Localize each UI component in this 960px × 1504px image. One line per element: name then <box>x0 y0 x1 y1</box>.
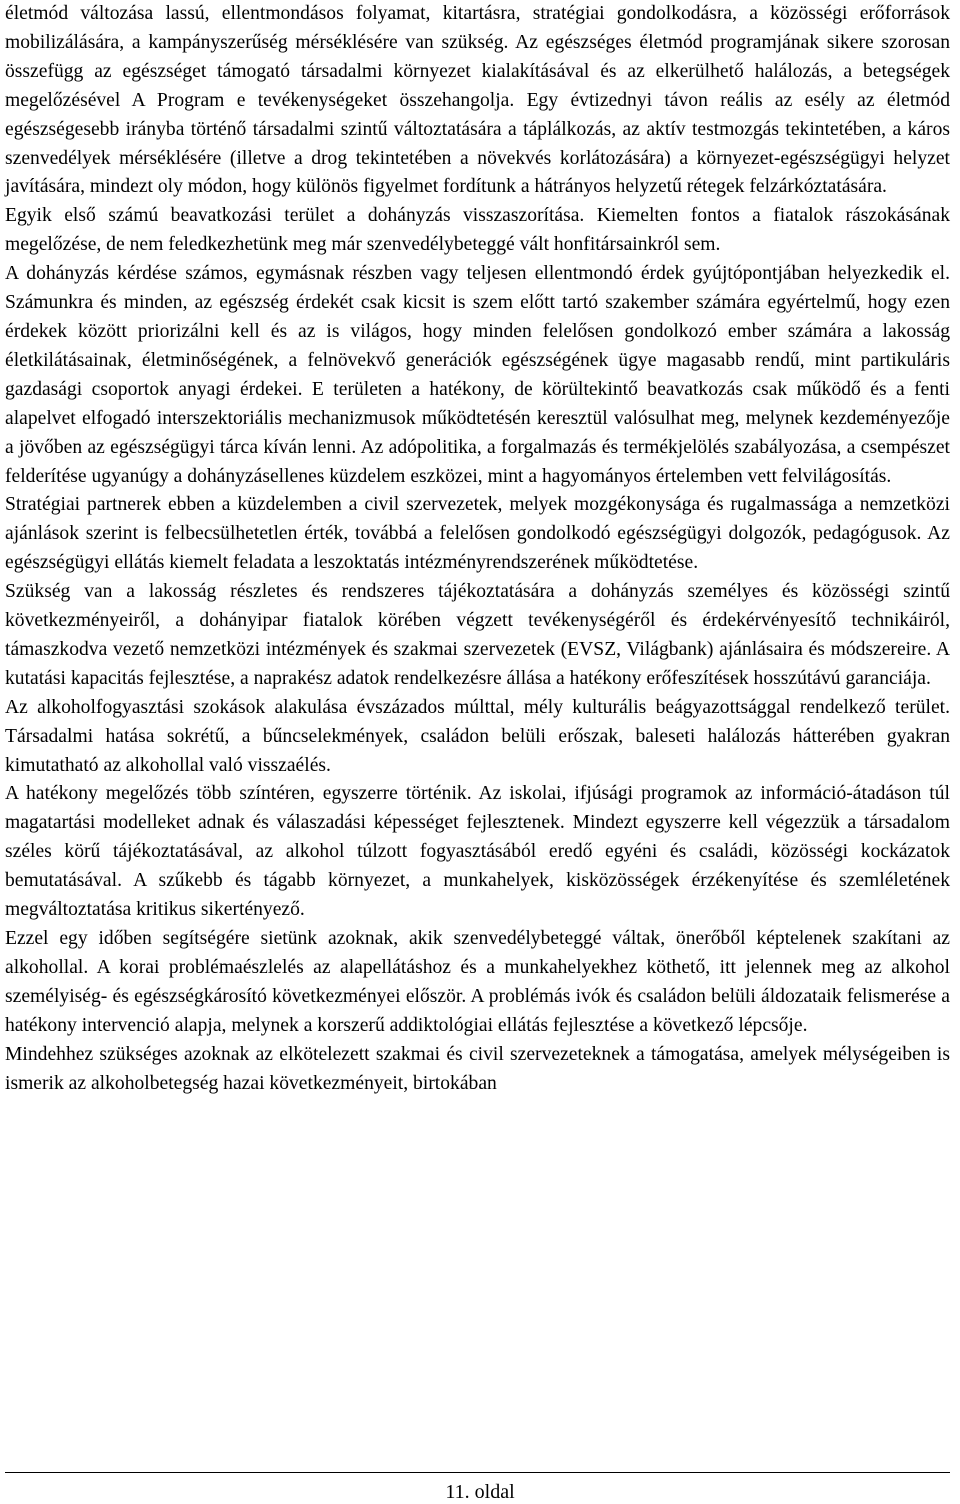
paragraph-support-organizations: Mindehhez szükséges azoknak az elkötelezett szakmai és civil szervezeteknek a támogatása, amelyek mélységeiben is ismerik az alkoholbetegség hazai következményeit, birtokában <box>5 1043 950 1094</box>
paragraph-prevention: A hatékony megelőzés több színtéren, egyszerre történik. Az iskolai, ifjúsági programok az információ-átadáson túl magatartási modelleket adnak és válaszadási képességet fejlesztenek. Mindezt egyszerre kell végezzük a társadalom széles körű tájékoztatásával, az alkohol túlzott fogyasztásából eredő egyéni és családi, közösségi kockázatok bemutatásával. A szűkebb és tágabb környezet, a munkahelyek, kisközösségek érzékenyítése és szemléletének megváltoztatása kritikus sikertényező. <box>5 783 950 921</box>
paragraph-public-information: Szükség van a lakosság részletes és rendszeres tájékoztatására a dohányzás személyes és közösségi szintű következményeiről, a dohányipar fiatalok körében végzett tevékenységéről és érdekérvényesítő technikáiról, támaszkodva vezető nemzetközi intézmények és szakmai szervezetek (EVSZ, Világbank) ajánlásaira és módszereire. A kutatási kapacitás fejlesztése, a naprakész adatok rendelkezésre állása a hatékony erőfeszítések hosszútávú garanciája. <box>5 581 950 689</box>
paragraph-alcohol-habits: Az alkoholfogyasztási szokások alakulása évszázados múlttal, mély kulturális beágyazottsággal rendelkező terület. Társadalmi hatása sokrétű, a bűncselekmények, családon belüli erőszak, baleseti halálozás hátterében gyakran kimutatható az alkohollal való visszaélés. <box>5 696 950 776</box>
paragraph-addiction-support: Ezzel egy időben segítségére sietünk azoknak, akik szenvedélybeteggé váltak, önerőből képtelenek szakítani az alkohollal. A korai problémaészlelés az alapellátáshoz és a munkahelyekhez köthető, itt jelennek meg az alkohol személyiség- és egészségkárosító következményei először. A problémás ivók és családon belüli áldozataik felismerése a hatékony intervenció alapja, melynek a korszerű addiktológiai ellátás fejlesztése a következő lépcsője. <box>5 928 950 1036</box>
page-number: 11. oldal <box>445 1481 515 1503</box>
paragraph-smoking-interests: A dohányzás kérdése számos, egymásnak részben vagy teljesen ellentmondó érdek gyújtópontjában helyezkedik el. Számunkra és minden, az egészség érdekét csak kicsit is szem előtt tartó szakember számára egyértelmű, hogy ezen érdekek között priorizálni kell és az is világos, hogy minden felelősen gondolkozó ember számára a lakosság életkilátásainak, életminőségének, a felnövekvő generációk egészségének ügye magasabb rendű, mint partikuláris gazdasági csoportok anyagi érdekei. E területen a hatékony, de körültekintő beavatkozás csak működő és a fenti alapelvet elfogadó interszektoriális mechanizmusok működtetésén keresztül valósulhat meg, melynek kezdeményezője a jövőben az egészségügyi tárca kíván lenni. Az adópolitika, a forgalmazás és termékjelölés szabályozása, a csempészet felderítése ugyanúgy a dohányzásellenes küzdelem eszközei, mint a hagyományos értelemben vett felvilágosítás. <box>5 263 950 487</box>
paragraph-strategic-partners: Stratégiai partnerek ebben a küzdelemben a civil szervezetek, melyek mozgékonysága és rugalmassága a nemzetközi ajánlások szerint is felbecsülhetetlen érték, továbbá a felelősen gondolkodó egészségügyi dolgozók, pedagógusok. Az egészségügyi ellátás kiemelt feladata a leszoktatás intézményrendszerének működtetése. <box>5 494 950 574</box>
footer-divider <box>5 1472 950 1473</box>
document-body <box>5 0 950 1098</box>
paragraph-healthy-lifestyle: életmód változása lassú, ellentmondásos folyamat, kitartásra, stratégiai gondolkodásra, a közösségi erőforrások mobilizálására, a kampányszerűség mérséklésére van szükség. Az egészséges életmód programjának sikere szorosan összefügg az egészséget támogató társadalmi környezet kialakításával és az elkerülhető halálozás, a betegségek megelőzésével A Program e tevékenységeket összehangolja. Egy évtizednyi távon reális az esély az életmód egészségesebb irányba történő társadalmi szintű változtatására a táplálkozás, az aktív testmozgás tekintetében, a káros szenvedélyek mérséklésére (illetve a drog tekintetében a növekvés korlátozására) a környezet-egészségügyi helyzet javítására, mindezt oly módon, hogy különös figyelmet fordítunk a hátrányos helyzetű rétegek felzárkóztatására. <box>5 3 950 198</box>
paragraph-smoking-priority: Egyik első számú beavatkozási terület a dohányzás visszaszorítása. Kiemelten fontos a fiatalok rászokásának megelőzése, de nem feledkezhetünk meg már szenvedélybeteggé vált honfitársainkról sem. <box>5 205 950 256</box>
